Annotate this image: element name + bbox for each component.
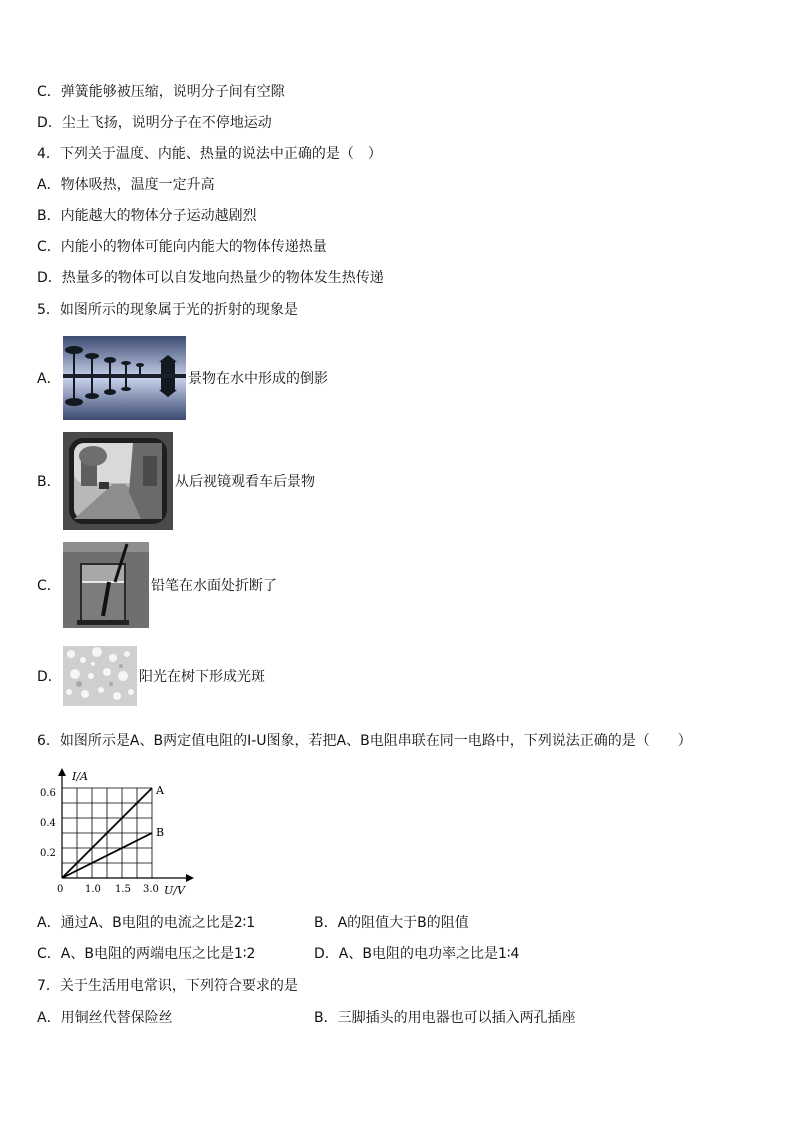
q7-option-a: A．用铜丝代替保险丝 <box>37 1010 173 1026</box>
q5-option-c-letter: C． <box>37 578 61 594</box>
question-5: 5．如图所示的现象属于光的折射的现象是 <box>37 302 298 318</box>
q5-option-d-caption: 阳光在树下形成光斑 <box>139 669 265 685</box>
x-tick-label: 3.0 <box>143 884 159 895</box>
q4-option-d: D．热量多的物体可以自发地向热量少的物体发生热传递 <box>37 270 384 286</box>
q4-option-b: B．内能越大的物体分子运动越剧烈 <box>37 208 257 224</box>
x-tick-label: 0 <box>57 884 64 895</box>
q5-option-a-letter: A． <box>37 371 61 387</box>
line-a-label: A <box>156 784 164 797</box>
q3-option-d: D．尘土飞扬，说明分子在不停地运动 <box>37 115 272 131</box>
q5-option-a <box>37 336 328 420</box>
iu-graph <box>40 768 200 898</box>
reflection-photo <box>63 336 186 420</box>
y-axis-label: I/A <box>72 770 88 783</box>
rearview-mirror-photo <box>63 432 173 530</box>
q7-option-b: B．三脚插头的用电器也可以插入两孔插座 <box>314 1010 576 1026</box>
line-b-label: B <box>156 826 165 839</box>
q5-option-b <box>37 432 315 530</box>
q6-option-d: D．A、B电阻的电功率之比是1∶4 <box>314 946 520 962</box>
pencil-in-water-photo <box>63 542 149 628</box>
q5-option-a-caption: 景物在水中形成的倒影 <box>188 371 328 387</box>
x-tick-label: 1.5 <box>115 884 131 895</box>
y-tick-label: 0.2 <box>40 848 56 859</box>
q4-option-a: A．物体吸热，温度一定升高 <box>37 177 215 193</box>
question-6: 6．如图所示是A、B两定值电阻的I-U图象，若把A、B电阻串联在同一电路中，下列说法正确的是（ ） <box>37 733 692 749</box>
q5-option-d-letter: D． <box>37 669 62 685</box>
q5-option-d <box>37 646 265 706</box>
y-tick-label: 0.6 <box>40 788 56 799</box>
x-tick-label: 1.0 <box>85 884 101 895</box>
q6-option-c: C．A、B电阻的两端电压之比是1∶2 <box>37 946 256 962</box>
q5-option-c <box>37 542 277 628</box>
q6-option-a: A．通过A、B电阻的电流之比是2∶1 <box>37 915 256 931</box>
graph-axes <box>58 768 194 882</box>
question-4: 4．下列关于温度、内能、热量的说法中正确的是（ ） <box>37 146 382 162</box>
q5-option-c-caption: 铅笔在水面处折断了 <box>151 578 277 594</box>
y-tick-label: 0.4 <box>40 818 56 829</box>
q6-option-b: B．A的阻值大于B的阻值 <box>314 915 469 931</box>
q5-option-b-letter: B． <box>37 474 61 490</box>
light-spots-photo <box>63 646 137 706</box>
q4-option-c: C．内能小的物体可能向内能大的物体传递热量 <box>37 239 327 255</box>
question-7: 7．关于生活用电常识，下列符合要求的是 <box>37 978 298 994</box>
q3-option-c: C．弹簧能够被压缩，说明分子间有空隙 <box>37 84 285 100</box>
q5-option-b-caption: 从后视镜观看车后景物 <box>175 474 315 490</box>
x-axis-label: U/V <box>164 884 185 897</box>
